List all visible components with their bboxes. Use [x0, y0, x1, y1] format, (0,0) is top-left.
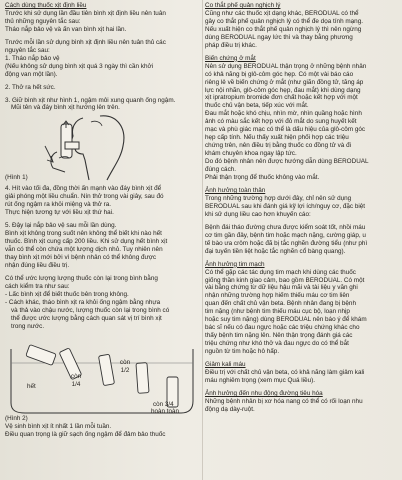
- ocular-line-10: hẹp cấp tính. Nếu thấy xuất hiện phối hợp các triệu: [205, 134, 349, 142]
- step-4-line-2: giải phóng một liều chuẩn. Nín thở trong vài giây, sau đó: [5, 193, 164, 201]
- section-title-usage: Cách dùng thuốc xịt định liều: [5, 2, 87, 9]
- step-3-line-2: Mũi tên và đáy bình xịt hướng lên trên.: [11, 104, 120, 112]
- section-title-ocular: Biến chứng ở mắt: [205, 54, 256, 62]
- bronchospasm-line-4: dùng BERODUAL ngay lức thì và thay bằng phương: [205, 33, 353, 41]
- hypokalemia-line-1: Điều trị với chất chủ vận beta, có khả năng làm giảm kali: [205, 368, 365, 376]
- ocular-line-14: đúng cách.: [205, 166, 237, 174]
- bronchospasm-line-5: pháp điều trị khác.: [205, 41, 257, 49]
- check-line-1: Có thể ước lượng lượng thuốc còn lại trong bình bằng: [5, 274, 158, 282]
- cardio-line-4: nhận những trường hợp hiếm thiếu máu cơ tim liên: [205, 292, 350, 300]
- label-quarter: còn 1/4: [70, 372, 82, 388]
- cardio-line-10: triệu chứng như khó thở và đau ngực do có thể bắt: [205, 340, 349, 348]
- section-title-gi: Ảnh hưởng đến nhu động đường tiêu hóa: [205, 389, 323, 397]
- step-1: 1. Tháo nắp bảo vệ: [5, 54, 60, 62]
- cardio-line-2: giống thần kinh giao cảm, bao gồm BERODUAL. Có một: [205, 276, 365, 284]
- ocular-line-8: ảnh có màu sắc kết hợp với đỏ mắt do sung huyết kết: [205, 118, 357, 126]
- gi-line-1: Những bệnh nhân bị xơ hóa nang có thể có rối loạn nhu: [205, 397, 363, 405]
- step-5-line-4: vẫn có thể còn chứa một lượng dịch nhỏ. Tuy nhiên nên: [5, 246, 163, 254]
- ocular-line-6: thuốc chủ vận beta, tiếp xúc với mắt.: [205, 102, 309, 110]
- gi-line-2: động dạ dày-ruột.: [205, 405, 255, 413]
- section-title-hypokalemia: Giảm kali máu: [205, 361, 246, 369]
- check-line-2: cách kiểm tra như sau:: [5, 282, 70, 290]
- figure-1-caption: (Hình 1): [5, 174, 28, 182]
- ocular-line-3: riêng lẻ về biến chứng ở mắt (như giãn đồng tử, tăng áp: [205, 78, 364, 86]
- ocular-line-15: Phải thận trọng để thuốc không vào mắt.: [205, 174, 320, 182]
- check-item-1: - Lấc bình xịt để biết thuốc bên trong không.: [5, 290, 129, 298]
- step-1-note-1: (Nếu không sử dụng bình xịt quá 3 ngày thì cần khởi: [5, 62, 154, 70]
- cardio-line-9: thấy bệnh tim nặng lên. Nên thận trọng đánh giá các: [205, 332, 353, 340]
- systemic-line-1: Trong những trường hợp dưới đây, chỉ nên sử dụng: [205, 194, 352, 202]
- rules-line-2: nguyên tắc sau:: [5, 46, 50, 54]
- label-full: hoàn toàn: [151, 407, 180, 415]
- ocular-line-5: xịt ipratropium bromide đơn chất hoặc kết hợp với một: [205, 94, 358, 102]
- intro-line-2: thủ những nguyên tắc sau:: [5, 17, 81, 25]
- cardio-line-1: Có thể gặp các tác dụng tim mạch khi dùng các thuốc: [205, 268, 356, 276]
- step-5-line-3: thuốc. Bình xịt cung cấp 200 liều. Khi sử dụng hết bình xịt: [5, 238, 168, 246]
- step-2: 2. Thở ra hết sức.: [5, 83, 56, 91]
- canister-half-icon: [98, 354, 114, 385]
- cleaning-line-2: Điều quan trọng là giữ sạch ống ngậm để đảm bảo thuốc: [5, 430, 166, 438]
- ocular-line-12: khám chuyên khoa ngay lập tức.: [205, 150, 297, 158]
- ocular-line-9: mạc và phù giác mạc có thể là dấu hiệu của glô-côm góc: [205, 126, 366, 134]
- cardio-line-5: quan đến chất chủ vận beta. Bệnh nhân đang bị bệnh: [205, 300, 356, 308]
- label-empty: hết: [27, 382, 36, 390]
- check-item-2-cont-2: thể được ước lượng bằng cách quan sát vị trí bình xịt: [11, 314, 162, 322]
- step-5-line-1: 5. Đậy lại nắp bảo vệ sau mỗi lần dùng.: [5, 222, 117, 230]
- hypokalemia-line-2: máu nghiêm trọng (xem mục Quá liều).: [205, 376, 316, 384]
- label-half: còn 1/2: [119, 358, 131, 374]
- cardio-line-3: vài bằng chứng từ dữ liệu hậu mãi và tài liệu y văn ghi: [205, 284, 358, 292]
- step-4-line-1: 4. Hít vào tối đa, đồng thời ấn mạnh vào đáy bình xịt để: [5, 185, 162, 193]
- left-column: [5, 2, 200, 439]
- ocular-line-7: Đau mắt hoặc khó chịu, nhìn mờ, nhìn quầng hoặc hình: [205, 110, 362, 118]
- systemic-list-line-4: đại tuyến tiền liệt hoặc tắc nghẽn cổ bàng quang).: [205, 247, 346, 255]
- ocular-line-11: chứng trên, nên điều trị bằng thuốc co đồng tử và đi: [205, 142, 352, 150]
- rules-line-1: Trước mỗi lần sử dụng bình xịt định liều nên tuân thủ các: [5, 38, 166, 46]
- section-title-cardio: Ảnh hưởng tim mạch: [205, 260, 265, 268]
- figure-2-caption: (Hình 2): [5, 414, 28, 422]
- systemic-list-line-2: cơ tim gần đây, bệnh tim hoặc mạch nặng, cường giáp, u: [205, 231, 366, 239]
- cardio-line-6: tim nặng (như bệnh tim thiếu máu cục bộ, loạn nhịp: [205, 308, 350, 316]
- canister-empty-icon: [26, 344, 56, 365]
- ocular-line-13: Do đó bệnh nhân nên được hướng dẫn dùng BERODUAL: [205, 158, 369, 166]
- step-1-note-2: động van một lần).: [5, 70, 58, 78]
- ocular-line-4: lực nội nhãn, glô-côm góc hẹp, đau mắt) khi dùng dạng: [205, 86, 361, 94]
- check-item-2: - Cách khác, tháo bình xịt ra khỏi ống ngậm bằng nhựa: [5, 298, 161, 306]
- section-title-bronchospasm: Co thắt phế quản nghịch lý: [205, 2, 281, 9]
- step-5-line-2: Bình xịt không trong suốt nên không thể biết khi nào hết: [5, 230, 162, 238]
- systemic-line-2: BERODUAL sau khi đánh giá kỹ lợi ích/nguy cơ, đặc biệt: [205, 202, 366, 210]
- bronchospasm-line-2: gây co thắt phế quản nghịch lý có thể đe dọa tính mạng.: [205, 17, 364, 25]
- label-three-quarter: còn 3/4: [153, 400, 174, 408]
- section-title-systemic: Ảnh hưởng toàn thân: [205, 186, 266, 194]
- step-3-line-1: 3. Giữ bình xịt như hình 1, ngậm môi xung quanh ống ngậm.: [5, 96, 176, 104]
- inhaler-at-mouth-drawing: [5, 112, 197, 182]
- cardio-line-8: bác sĩ nếu có đau ngực hoặc các triệu chứng khác cho: [205, 324, 360, 332]
- step-5-line-5: thay bình xịt mới bởi vì bệnh nhân có thể không được: [5, 254, 157, 262]
- figure-1-illustration: [5, 112, 197, 182]
- check-item-2-cont-3: trong nước.: [11, 322, 45, 330]
- intro-line-3: Tháo nắp bảo vệ và ấn van bình xịt hai lần.: [5, 25, 127, 33]
- bronchospasm-line-3: Nếu xuất hiện co thắt phế quản nghịch lý thì nên ngừng: [205, 25, 362, 33]
- figure-2-illustration: [5, 333, 197, 423]
- step-4-line-3: rút ống ngậm ra khỏi miệng và thở ra.: [5, 201, 112, 209]
- systemic-list-line-1: Bệnh đái tháo đường chưa được kiểm soát tốt, nhồi máu: [205, 223, 366, 231]
- ocular-line-1: Nên sử dụng BERODUAL thận trọng ở những bệnh nhân: [205, 62, 367, 70]
- cardio-line-7: hoặc suy tim nặng) dùng BERODUAL nên báo ý để khám: [205, 316, 367, 324]
- systemic-list-line-3: tế bào ưa crôm hoặc đã bị tắc nghẽn đường tiểu (như phì: [205, 239, 368, 247]
- step-4-line-4: Thực hiện tương tự với liều xịt thứ hai.: [5, 209, 114, 217]
- step-5-line-6: nhận đúng liều điều trị.: [5, 262, 70, 270]
- cardio-line-11: nguồn từ tim hoặc hô hấp.: [205, 348, 280, 356]
- ocular-line-2: có khả năng bị glô-côm góc hẹp. Có một vài báo cáo: [205, 70, 354, 78]
- intro-line-1: Trước khi sử dụng lần đầu tiên bình xịt định liều nên tuân: [5, 9, 166, 17]
- bronchospasm-line-1: Cũng như các thuốc xịt dạng khác, BERODUAL có thể: [205, 9, 359, 17]
- check-item-2-cont-1: và thả vào chậu nước, lượng thuốc còn lại trong bình có: [11, 306, 170, 314]
- right-column: [205, 2, 398, 414]
- cleaning-line-1: Vệ sinh bình xịt ít nhất 1 lần mỗi tuần.: [5, 422, 112, 430]
- systemic-line-3: khi sử dụng liều cao hơn khuyến cáo:: [205, 210, 311, 218]
- canister-three-quarter-icon: [136, 362, 149, 393]
- column-divider: [202, 0, 203, 480]
